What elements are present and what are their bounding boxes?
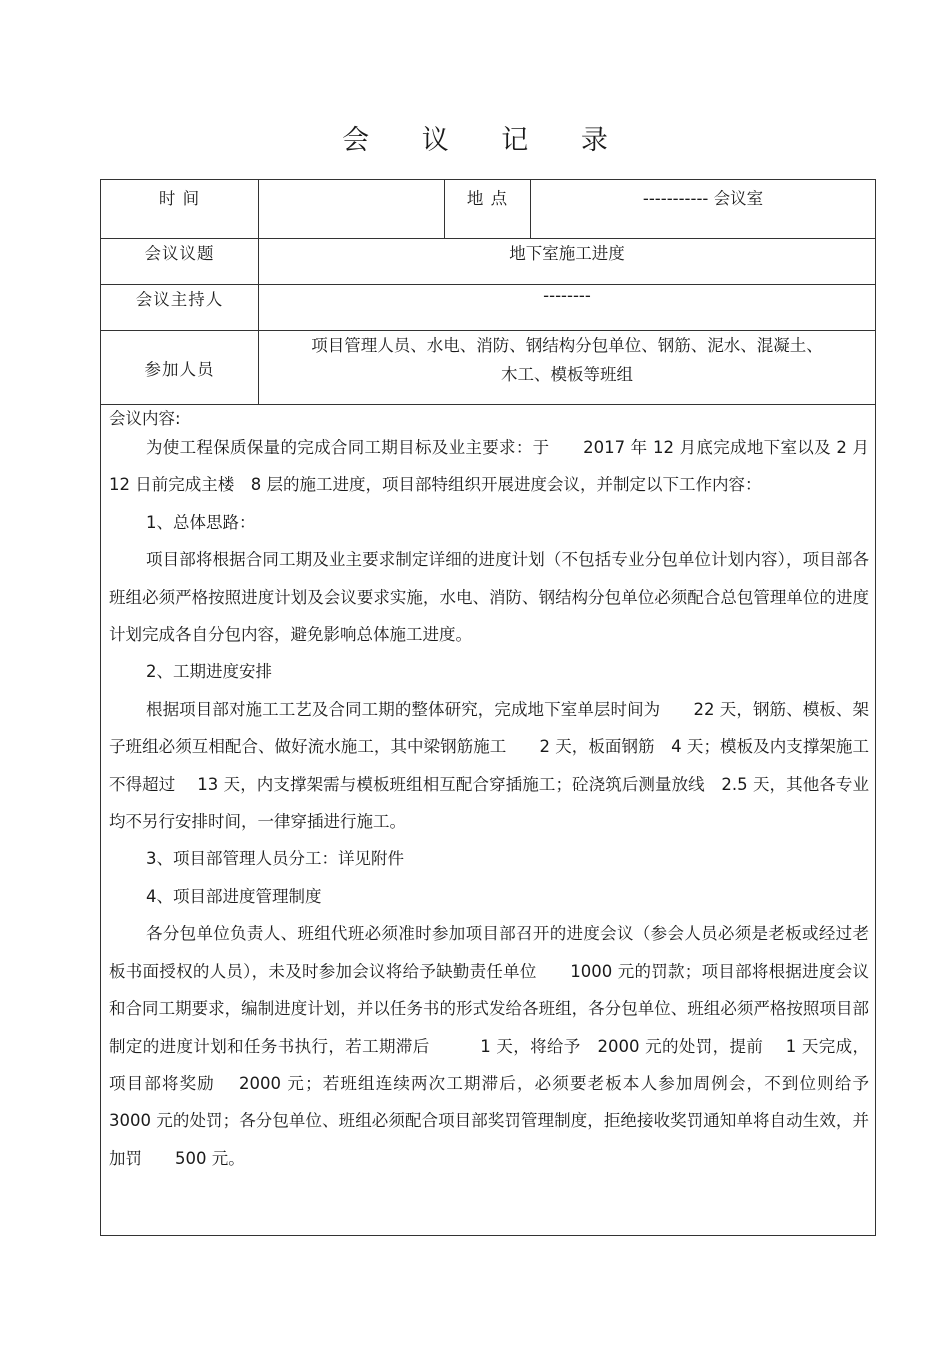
host-label: 会议主持人 bbox=[101, 285, 259, 331]
intro-paragraph: 为使工程保质保量的完成合同工期目标及业主要求：于 2017 年 12 月底完成地下室以及 2 月 12 日前完成主楼 8 层的施工进度，项目部特组织开展进度会议，并制定以下工作内容： bbox=[109, 438, 869, 495]
topic-row bbox=[101, 239, 876, 285]
meeting-record-table bbox=[100, 179, 902, 1236]
page-title: 会 议 记 录 bbox=[342, 125, 630, 156]
host-row bbox=[101, 285, 876, 331]
section-3-heading: 3、项目部管理人员分工：详见附件 bbox=[146, 849, 404, 869]
time-label: 时 间 bbox=[101, 180, 259, 239]
section-1-body: 项目部将根据合同工期及业主要求制定详细的进度计划（不包括专业分包单位计划内容），项目部各班组必须严格按照进度计划及会议要求实施，水电、消防、钢结构分包单位必须配合总包管理单位的进度计划完成各自分包内容，避免影响总体施工进度。 bbox=[109, 550, 869, 645]
host-value: -------- bbox=[259, 285, 876, 331]
place-label: 地 点 bbox=[445, 180, 531, 239]
participants-line-1: 项目管理人员、水电、消防、钢结构分包单位、钢筋、泥水、混凝土、 bbox=[311, 336, 823, 355]
section-2-body: 根据项目部对施工工艺及合同工期的整体研究，完成地下室单层时间为 22 天，钢筋、模板、架子班组必须互相配合、做好流水施工，其中梁钢筋施工 2 天，板面钢筋 4 天；模板及内支撑架施工不得超过 13 天，内支撑架需与模板班组相互配合穿插施工；砼浇筑后测量放线 2.5 天，其他各专业均不另行安排时间，一律穿插进行施工。 bbox=[109, 699, 869, 832]
participants-line-2: 木工、模板等班组 bbox=[501, 365, 633, 384]
time-place-row bbox=[101, 180, 876, 239]
content-cell bbox=[101, 405, 902, 1236]
topic-label: 会议议题 bbox=[101, 239, 259, 285]
section-4-body: 各分包单位负责人、班组代班必须准时参加项目部召开的进度会议（参会人员必须是老板或经过老板书面授权的人员），未及时参加会议将给予缺勤责任单位 1000 元的罚款；项目部将根据进度会议和合同工期要求，编制进度计划，并以任务书的形式发给各班组，各分包单位、班组必须严格按照项目部制定的进度计划和任务书执行，若工期滞后 1 天，将给予 2000 元的处罚，提前 1 天完成，项目部将奖励 2000 元；若班组连续两次工期滞后，必须要老板本人参加周例会，不到位则给予 3000 元的处罚；各分包单位、班组必须配合项目部奖罚管理制度，拒绝接收奖罚通知单将自动生效，并加罚 500 元。 bbox=[109, 924, 902, 1168]
content-row bbox=[101, 405, 876, 1236]
place-value: ----------- 会议室 bbox=[531, 180, 876, 239]
topic-value: 地下室施工进度 bbox=[259, 239, 876, 285]
participants-value bbox=[259, 331, 876, 405]
section-1-heading: 1、总体思路： bbox=[146, 512, 256, 532]
section-4-heading: 4、项目部进度管理制度 bbox=[146, 886, 322, 906]
participants-row bbox=[101, 331, 876, 405]
section-2-heading: 2、工期进度安排 bbox=[146, 662, 272, 682]
participants-label: 参加人员 bbox=[101, 331, 259, 405]
content-label: 会议内容: bbox=[109, 409, 181, 428]
time-value bbox=[259, 180, 445, 239]
meeting-content bbox=[109, 409, 902, 1177]
